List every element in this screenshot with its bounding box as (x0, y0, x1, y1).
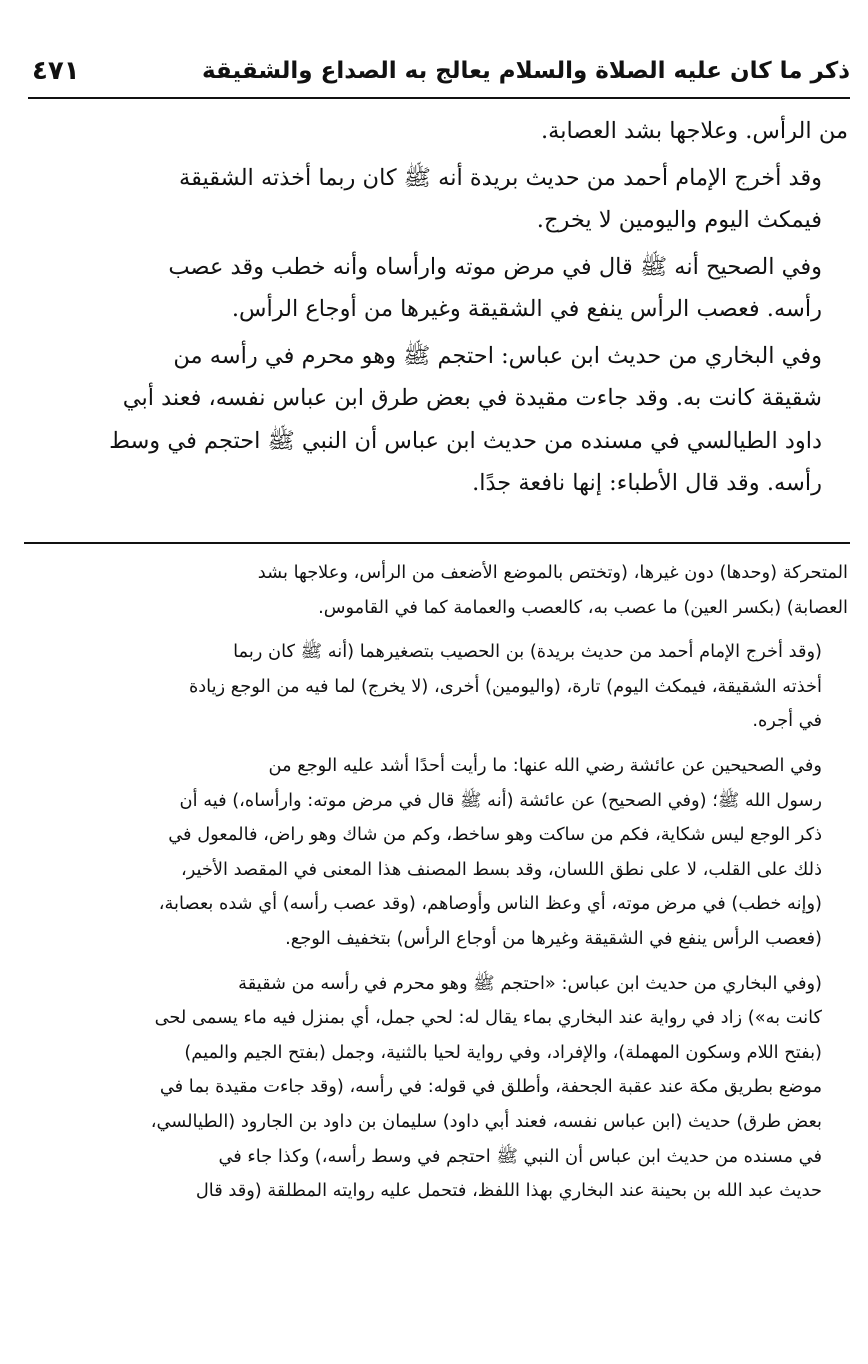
text-line: فيمكث اليوم واليومين لا يخرج. (536, 207, 822, 233)
main-text (40, 110, 848, 509)
main-paragraph-3 (40, 246, 848, 331)
commentary-divider (24, 542, 850, 544)
text-line: العصابة) (بكسر العين) ما عصب به، كالعصب والعمامة كما في القاموس. (318, 596, 848, 618)
text-line: (وقد أخرج الإمام أحمد من حديث بريدة) بن الحصيب بتصغيرهما (أنه ﷺ كان ربما (233, 641, 822, 663)
text-line: رأسه. فعصب الرأس ينفع في الشقيقة وغيرها من أوجاع الرأس. (231, 296, 822, 322)
commentary-paragraph-2 (24, 635, 848, 739)
text-line: (وفي البخاري من حديث ابن عباس: «احتجم ﷺ وهو محرم في رأسه من شقيقة (238, 972, 822, 994)
text-line: (وإنه خطب) في مرض موته، أي وعظ الناس وأوصاهم، (وقد عصب رأسه) أي شده بعصابة، (158, 893, 822, 915)
text-line: المتحركة (وحدها) دون غيرها، (وتختص بالموضع الأضعف من الرأس، وعلاجها بشد (257, 562, 848, 583)
text-line: في أجره. (752, 710, 822, 732)
page-header (28, 52, 850, 100)
text-line: رأسه. وقد قال الأطباء: إنها نافعة جدًا. (472, 470, 822, 496)
main-paragraph-1 (40, 110, 848, 153)
text-line: كانت به») زاد في رواية عند البخاري بماء يقال له: لحي جمل، أي بمنزل فيه ماء يسمى لحى (154, 1007, 822, 1029)
text-line: ذلك على القلب، لا على نطق اللسان، وقد بسط المصنف هذا المعنى في المقصد الأخير، (180, 858, 822, 880)
text-line: أخذته الشقيقة، فيمكث اليوم) تارة، (واليومين) أخرى، (لا يخرج) لما فيه من الوجع زيادة (188, 675, 822, 697)
text-line: رسول الله ﷺ؛ (وفي الصحيح) عن عائشة (أنه ﷺ قال في مرض موته: وارأساه،) فيه أن (179, 789, 822, 811)
text-line: وفي البخاري من حديث ابن عباس: احتجم ﷺ وهو محرم في رأسه من (173, 342, 822, 369)
text-line: موضع بطريق مكة عند عقبة الجحفة، وأطلق في قوله: في رأسه، (وقد جاءت مقيدة بما في (159, 1076, 822, 1098)
text-line: وفي الصحيحين عن عائشة رضي الله عنها: ما رأيت أحدًا أشد عليه الوجع من (268, 754, 822, 776)
main-paragraph-4 (40, 335, 848, 505)
commentary-paragraph-3 (24, 749, 848, 957)
text-line: ذكر الوجع ليس شكاية، فكم من ساكت وهو ساخط، وكم من شاك وهو راض، فالمعول في (168, 824, 822, 846)
text-line: (فعصب الرأس ينفع في الشقيقة وغيرها من أوجاع الرأس) بتخفيف الوجع. (285, 927, 822, 949)
running-title: ذكر ما كان عليه الصلاة والسلام يعالج به الصداع والشقيقة (201, 58, 850, 84)
text-line: داود الطيالسي في مسنده من حديث ابن عباس أن النبي ﷺ احتجم في وسط (109, 427, 822, 454)
text-line: من الرأس. وعلاجها بشد العصابة. (541, 118, 848, 144)
commentary-paragraph-4 (24, 967, 848, 1209)
commentary-paragraph-1 (24, 556, 848, 625)
main-paragraph-2 (40, 157, 848, 242)
commentary (24, 556, 848, 1219)
text-line: وقد أخرج الإمام أحمد من حديث بريدة أنه ﷺ كان ربما أخذته الشقيقة (179, 164, 822, 191)
text-line: وفي الصحيح أنه ﷺ قال في مرض موته وارأساه وأنه خطب وقد عصب (168, 253, 822, 280)
text-line: حديث عبد الله بن بحينة عند البخاري بهذا اللفظ، فتحمل عليه روايته المطلقة (وقد قال (195, 1180, 822, 1202)
text-line: بعض طرق) حديث (ابن عباس نفسه، فعند أبي داود) سليمان بن داود بن الجارود (الطيالسي، (150, 1110, 822, 1132)
header-rule (28, 97, 850, 99)
text-line: شقيقة كانت به. وقد جاءت مقيدة في بعض طرق ابن عباس نفسه، فعند أبي (122, 385, 822, 411)
page-number: ٤٧١ (32, 56, 80, 86)
text-line: في مسنده من حديث ابن عباس أن النبي ﷺ احتجم في وسط رأسه،) وكذا جاء في (218, 1145, 822, 1167)
text-line: (بفتح اللام وسكون المهملة)، والإفراد، وفي رواية لحيا بالثنية، وجمل (بفتح الجيم والميم) (184, 1041, 822, 1063)
